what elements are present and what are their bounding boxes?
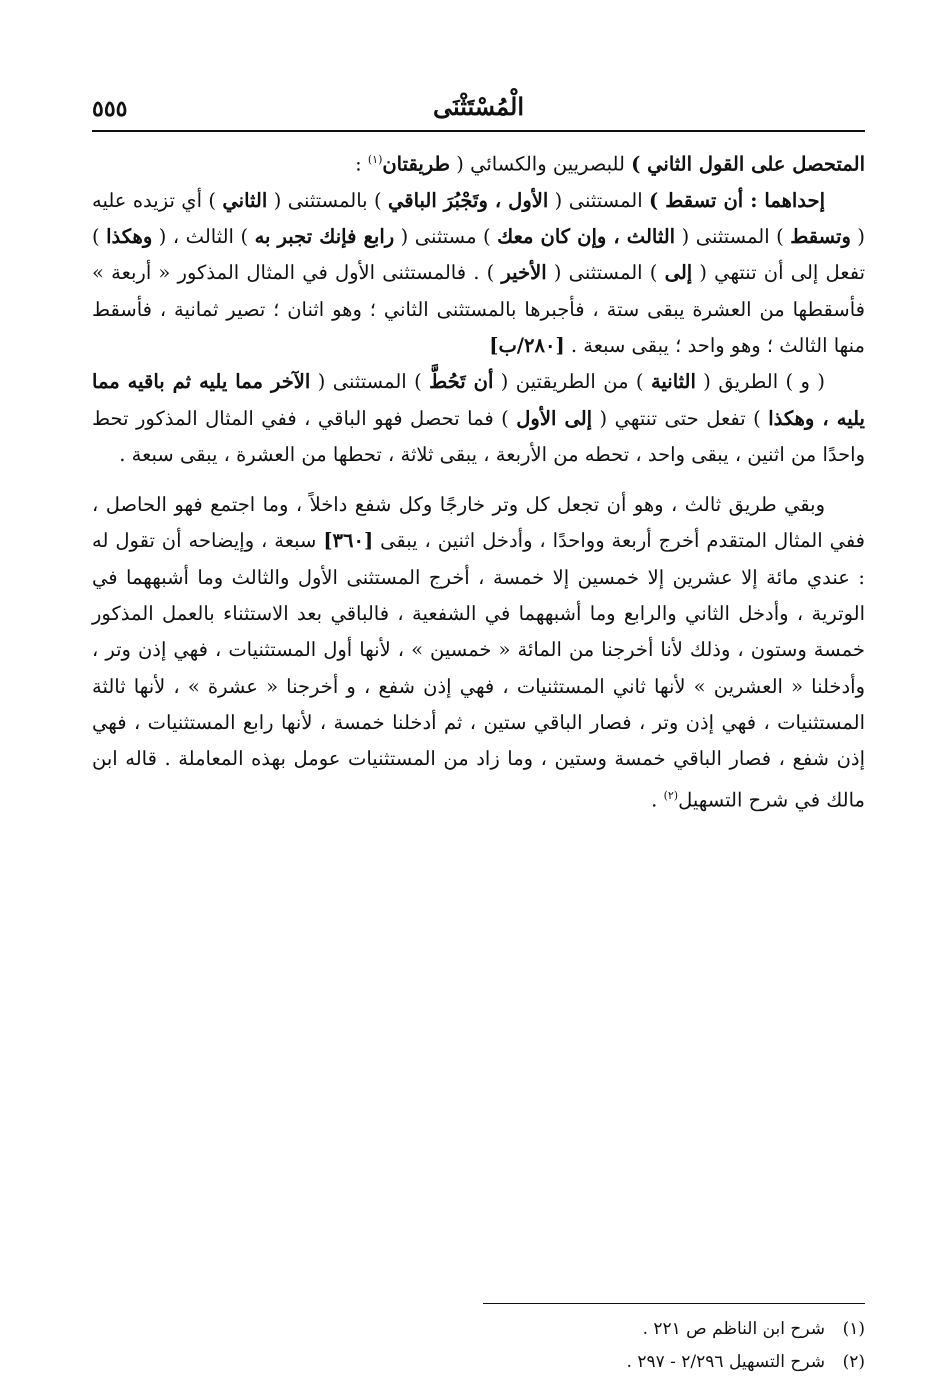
footnote-ref-2: (٢) (663, 788, 679, 802)
footnotes (92, 1313, 865, 1379)
text: سبعة ، وإيضاحه أن تقول له : عندي مائة إلا عشرين إلا خمسين إلا خمسة ، أخرج المستثنى الأول والثالث وما أشبههما في الوترية ، وأدخل الثاني والرابع وما أشبههما في الشفعية ، فالباقي بعد الاستثناء بالعمل المذكور خمسة وستون ، وذلك لأنا أخرجنا من المائة « خمسين » ، لأنها أول المستثنيات ، فهي إذن وتر ، وأدخلنا « العشرين » لأنها ثاني المستثنيات ، فهي إذن شفع ، و أخرجنا « عشرة » ، لأنها ثالثة المستثنيات ، فهي إذن وتر ، فصار الباقي ستين ، ثم أدخلنا خمسة ، لأنها رابع المستثنيات ، فهي إذن شفع ، فصار الباقي خمسة وستين ، وما زاد من المستثنيات عومل بهذه المعاملة . قاله ابن مالك في شرح التسهيل (92, 529, 866, 812)
text: وبقي طريق ثالث ، وهو أن تجعل كل وتر خارجًا وكل شفع داخلاً ، وما اجتمع فهو الحاصل ، ففي المثال المتقدم أخرج أربعة وواحدًا ، وأدخل اثنين ، يبقى (92, 493, 866, 553)
main-text (92, 142, 865, 818)
paragraph-1 (92, 142, 865, 183)
header-rule (92, 130, 865, 132)
footnote-rule (483, 1303, 865, 1304)
text: ) تفعل حتى تنتهي ( (592, 406, 769, 430)
bold-term: الآخر مما يليه ثم باقيه مما يليه ، وهكذا (92, 370, 865, 430)
bold-term: إلى (664, 261, 693, 285)
paragraph-4 (92, 487, 865, 818)
bold-term: أن تَحُطَّ (429, 370, 494, 394)
page-number: ٥٥٥ (92, 96, 128, 122)
bold-term: الثاني (222, 188, 268, 212)
text: ) المستثنى ( (675, 225, 791, 249)
text: ) الثالث ، ( (152, 225, 255, 249)
manuscript-folio-ref: [٢٨٠/ب] (489, 333, 565, 357)
bold-term: الأول ، وتَجْبُرَ الباقي (388, 188, 549, 212)
running-title: الْمُسْتَثْنَى (433, 92, 524, 121)
text: . (651, 788, 664, 812)
text: المستثنى ( (548, 188, 650, 212)
text: ) بالمستثنى ( (267, 188, 389, 212)
text: ) . فالمستثنى الأول في المثال المذكور « أربعة » فأسقطها من العشرة يبقى ستة ، فأجبرها بالمستثنى الثاني ؛ وهو اثنان ؛ تصير ثمانية ، فأسقط منها الثالث ؛ وهو واحد ؛ يبقى سبعة . (92, 261, 865, 357)
text: ) المستثنى ( (310, 370, 430, 394)
footnote-ref-1: (١) (367, 153, 383, 166)
footnote-number: (١) (842, 1319, 865, 1339)
text: ) تفعل إلى أن تنتهي ( (92, 225, 865, 285)
page-header (92, 92, 865, 128)
footnote (92, 1346, 865, 1379)
bold-term: الثانية (650, 370, 696, 394)
bold-term: إحداهما : أن تسقط ) (649, 188, 826, 212)
footnote-number: (٢) (842, 1352, 865, 1372)
text: ) فما تحصل فهو الباقي ، ففي المثال المذكور تحط واحدًا من اثنين ، يبقى واحد ، تحطه من الأربعة ، يبقى ثلاثة ، تحطها من العشرة ، يبقى سبعة . (92, 406, 865, 466)
footnote (92, 1313, 865, 1346)
text: ) المستثنى ( (546, 261, 665, 285)
bold-term: رابع فإنك تجبر به (254, 225, 395, 249)
bold-term: الأخير (501, 261, 547, 285)
bold-term: المتحصل على القول الثاني ) (631, 152, 865, 176)
paragraph-2 (92, 183, 865, 364)
paragraph-3 (92, 364, 865, 473)
text: للبصريين والكسائي ( (450, 152, 632, 176)
footnote-text: شرح التسهيل ٢/٢٩٦ - ٢٩٧ . (626, 1352, 825, 1372)
bold-term: إلى الأول (516, 406, 593, 430)
text: ) من الطريقتين ( (493, 370, 651, 394)
text: : (355, 152, 368, 176)
bold-term: الثالث ، وإن كان معك (497, 225, 676, 249)
manuscript-folio-ref: [٣٦٠] (323, 529, 374, 553)
text: ) أي تزيده عليه ( (92, 188, 865, 249)
text: ( و ) الطريق ( (695, 370, 825, 394)
bold-term: طريقتان (382, 152, 451, 176)
bold-term: وهكذا (106, 225, 153, 249)
footnote-text: شرح ابن الناظم ص ٢٢١ . (642, 1319, 825, 1339)
text: ) مستثنى ( (394, 225, 498, 249)
bold-term: وتسقط (790, 225, 851, 249)
